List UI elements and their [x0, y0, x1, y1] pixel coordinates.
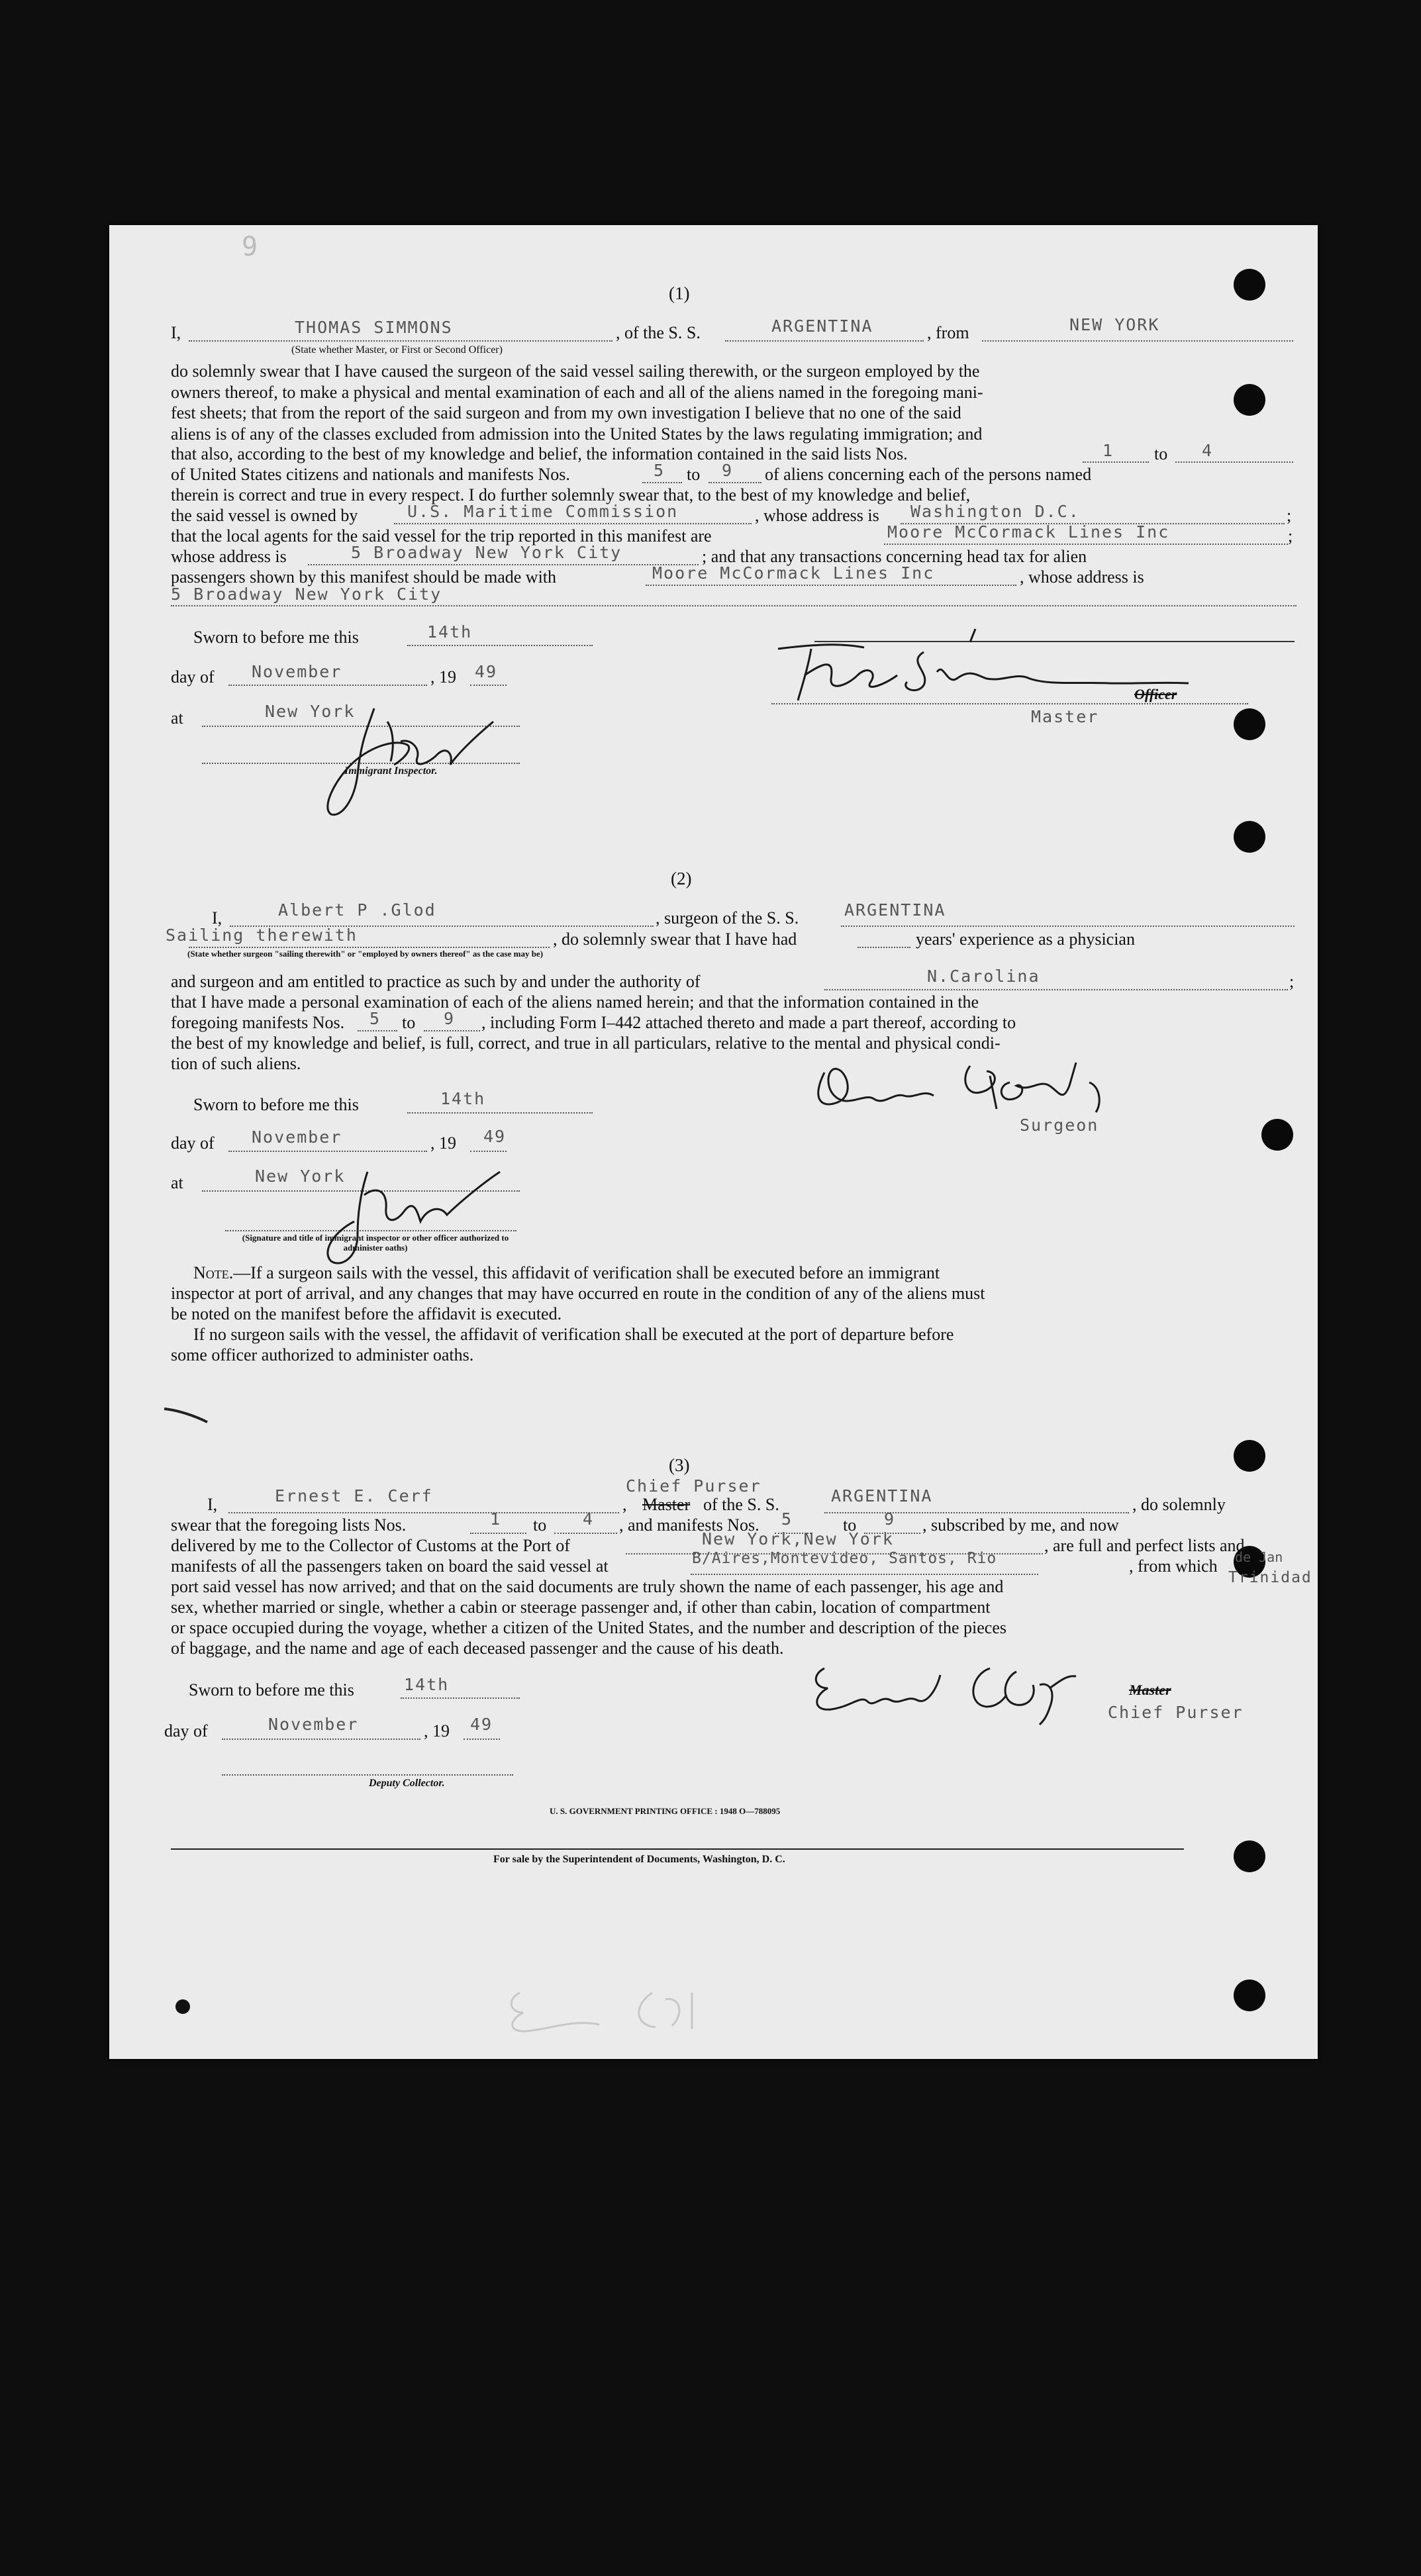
port: New York,New York [702, 1529, 894, 1549]
headtax-line [646, 585, 1016, 586]
punch-hole [1234, 269, 1265, 301]
title-typed: Chief Purser [626, 1476, 761, 1496]
punch-hole [1234, 1980, 1265, 2011]
manifest-to: 9 [884, 1509, 896, 1529]
section-3-number: (3) [669, 1455, 690, 1475]
sailing-line [189, 947, 550, 948]
list-to-line [554, 1533, 617, 1534]
ink-dot [175, 1999, 190, 2014]
vessel-name: ARGENTINA [771, 316, 873, 336]
body-line: the said vessel is owned by [171, 506, 358, 525]
year-prefix: , 19 [430, 1133, 456, 1153]
document-sheet [109, 225, 1318, 2059]
years-line [858, 947, 910, 948]
corner-mark: 9 [242, 232, 258, 262]
body-line: of baggage, and the name and age of each deceased passenger and the cause of his death. [171, 1639, 784, 1658]
surgeon-title: Surgeon [1020, 1116, 1099, 1135]
headtax-addr: 5 Broadway New York City [171, 585, 442, 604]
sale-notice: For sale by the Superintendent of Documents, Washington, D. C. [493, 1854, 785, 1865]
purser-name: Ernest E. Cerf [275, 1486, 433, 1505]
semicolon: ; [1287, 506, 1292, 525]
officer-line [189, 340, 612, 342]
body-line: passengers shown by this manifest should be made with [171, 567, 557, 587]
comma: , [622, 1495, 627, 1514]
officer-hint: (State whether Master, or First or Second Officer) [291, 344, 503, 356]
place: New York [265, 702, 356, 721]
note-label: Note. [193, 1263, 234, 1282]
month-line [228, 685, 427, 686]
section-1-body [171, 361, 1297, 444]
owner-addr: Washington D.C. [910, 502, 1080, 521]
headtax-addr-label: , whose address is [1020, 567, 1144, 587]
body-line: , including Form I–442 attached thereto and made a part thereof, according to [481, 1013, 1016, 1032]
vessel-name: ARGENTINA [831, 1486, 933, 1505]
to-label: to [1154, 444, 1168, 463]
officer-name: THOMAS SIMMONS [295, 318, 453, 337]
collector-label: Deputy Collector. [369, 1778, 445, 1789]
agents-line [884, 544, 1288, 545]
do-solemnly: , do solemnly [1132, 1495, 1226, 1514]
agents-tail: ; and that any transactions concerning head tax for alien [702, 547, 1087, 566]
vessel-name: ARGENTINA [844, 900, 946, 920]
note-text: —If a surgeon sails with the vessel, this affidavit of verification shall be executed before an immigrant [233, 1263, 940, 1282]
punch-hole [1261, 1119, 1293, 1151]
month: November [252, 1127, 342, 1147]
master-label: Master [642, 1495, 691, 1514]
list-from-line [470, 1533, 526, 1534]
day-of-label: day of [171, 667, 215, 687]
body-line: that the local agents for the said vessel for the trip reported in this manifest are [171, 526, 712, 546]
subscribed: , subscribed by me, and now [922, 1515, 1119, 1535]
officer-title-typed: Master [1031, 707, 1099, 726]
body-line: , are full and perfect lists and [1044, 1536, 1245, 1555]
manifest-from: 5 [781, 1509, 793, 1529]
manifest-to-line [709, 482, 761, 483]
year-line [464, 1739, 500, 1740]
body-line: swear that the foregoing lists Nos. [171, 1515, 407, 1535]
punch-hole [1234, 821, 1265, 853]
list-to-line [1175, 461, 1293, 463]
i-label: I, [212, 908, 222, 928]
master-sig-label: Master [1129, 1682, 1171, 1698]
inspector-signature-2 [295, 1159, 520, 1274]
note-line: be noted on the manifest before the affidavit is executed. [171, 1304, 562, 1323]
body-line: owners thereof, to make a physical and mental examination of each and all of the aliens named in the foregoing mani- [171, 382, 983, 402]
to-label: to [843, 1515, 857, 1535]
authority: N.Carolina [927, 967, 1040, 986]
body-line: whose address is [171, 547, 287, 566]
month: November [268, 1715, 359, 1734]
faded-stamp [573, 844, 581, 861]
note-line: some officer authorized to administer oaths. [171, 1345, 474, 1364]
surgeon-of-label: , surgeon of the S. S. [656, 908, 799, 928]
manifest-from: 5 [369, 1009, 381, 1028]
year-line [470, 1151, 507, 1152]
note-line: If no surgeon sails with the vessel, the affidavit of verification shall be executed at the port of departure before [193, 1325, 954, 1344]
to-label: to [402, 1013, 416, 1032]
body-line: or space occupied during the voyage, whether a citizen of the United States, and the number and description of the pieces [171, 1618, 1007, 1637]
stray-mark [161, 1404, 220, 1433]
body-line: , and manifests Nos. [619, 1515, 760, 1535]
section-1-number: (1) [669, 283, 690, 303]
note-line: inspector at port of arrival, and any changes that may have occurred en route in the condition of any of the aliens must [171, 1284, 985, 1303]
list-from: 1 [1102, 441, 1114, 460]
aliens-tail: of aliens concerning each of the persons named [765, 465, 1092, 484]
body-line: foregoing manifests Nos. [171, 1013, 345, 1032]
body-line: aliens is of any of the classes excluded from admission into the United States by the laws regulating immigration; and [171, 424, 983, 444]
year: 49 [470, 1715, 493, 1734]
bleed-through-signature [493, 1973, 771, 2042]
years-text: years' experience as a physician [916, 930, 1135, 949]
body-line: do solemnly swear that I have caused the surgeon of the said vessel sailing therewith, or the surgeon employed by the [171, 361, 980, 381]
punch-hole [1234, 1440, 1265, 1472]
sailing-hint: (State whether surgeon "sailing therewith" or "employed by owners thereof" as the case may be) [187, 949, 544, 959]
sig-hint: (Signature and title of immigrant inspector or other officer authorized to administer oaths) [242, 1233, 509, 1253]
body-line: and surgeon and am entitled to practice as such by and under the authority of [171, 972, 701, 991]
list-from-line [1083, 461, 1149, 463]
month: November [252, 662, 342, 681]
purser-signature [798, 1648, 1142, 1731]
month-line [222, 1739, 420, 1740]
purser-title: Chief Purser [1108, 1703, 1244, 1722]
manifest-to: 9 [444, 1009, 456, 1028]
from-line [982, 340, 1293, 342]
to-label: to [533, 1515, 547, 1535]
body-line: the best of my knowledge and belief, is full, correct, and true in all particulars, relative to the mental and physical condi- [171, 1033, 1001, 1053]
day-of-label: day of [164, 1721, 208, 1741]
body-line: fest sheets; that from the report of the said surgeon and from my own investigation I believe that no one of the said [171, 403, 961, 422]
vessel-line [824, 1512, 1129, 1513]
sworn-day: 14th [404, 1675, 450, 1694]
printing-office: U. S. GOVERNMENT PRINTING OFFICE : 1948 O—788095 [550, 1806, 781, 1816]
sworn-day-line [407, 645, 593, 646]
year-prefix: , 19 [430, 667, 456, 687]
body-line: manifests of all the passengers taken on board the said vessel at [171, 1556, 609, 1576]
manifest-from-line [358, 1030, 397, 1031]
section-2-number: (2) [671, 869, 692, 888]
agents-addr: 5 Broadway New York City [351, 543, 622, 562]
purser-name-line [228, 1512, 619, 1513]
authority-line [824, 989, 1288, 990]
swear-text: , do solemnly swear that I have had [553, 930, 797, 949]
from-label: , from [927, 323, 969, 342]
inspector-label: Immigrant Inspector. [344, 765, 438, 777]
sworn-day-line [407, 1112, 593, 1114]
semicolon: ; [1289, 972, 1295, 991]
officer-title-printed: Officer [1134, 686, 1177, 702]
port-extra: Trinidad [1228, 1569, 1312, 1586]
body-line: port said vessel has now arrived; and that on the said documents are truly shown the name of each passenger, his age and [171, 1577, 1004, 1596]
owner-addr-label: , whose address is [755, 506, 879, 525]
place: New York [255, 1167, 346, 1186]
note-line [193, 1263, 940, 1283]
body-line: of United States citizens and nationals and manifests Nos. [171, 465, 570, 484]
of-ss-label: , of the S. S. [616, 323, 701, 342]
manifest-to: 9 [722, 461, 734, 480]
ports-taken: B/Aires,Montevideo, Santos, Rio [692, 1550, 997, 1567]
ports-taken-line [691, 1574, 1038, 1575]
at-label: at [171, 1173, 183, 1192]
body-line: that I have made a personal examination of each of the aliens named herein; and that the information contained in the [171, 992, 979, 1012]
sworn-day: 14th [440, 1089, 486, 1108]
list-from: 1 [490, 1509, 502, 1529]
year-line [470, 685, 507, 686]
from-port: NEW YORK [1069, 315, 1160, 334]
body-line: sex, whether married or single, whether a cabin or steerage passenger and, if other than cabin, location of compartment [171, 1598, 991, 1617]
sworn-label: Sworn to before me this [189, 1680, 354, 1699]
day-of-label: day of [171, 1133, 215, 1153]
month-line [228, 1151, 427, 1152]
headtax-addr-line [171, 605, 1297, 606]
i-label: I, [171, 323, 181, 342]
body-line: tion of such aliens. [171, 1054, 301, 1073]
sworn-label: Sworn to before me this [193, 628, 359, 647]
footer-rule [171, 1848, 1184, 1850]
owner-line [394, 523, 752, 524]
owner: U.S. Maritime Commission [407, 502, 679, 521]
manifest-from: 5 [654, 461, 665, 480]
body-line: , from which [1129, 1556, 1218, 1576]
vessel-line [841, 926, 1295, 927]
of-ss-label: of the S. S. [703, 1495, 779, 1514]
collector-sig-line [222, 1774, 513, 1776]
list-to: 4 [583, 1509, 595, 1529]
sworn-day-line [401, 1697, 520, 1699]
list-to: 4 [1202, 441, 1214, 460]
body-line: that also, according to the best of my knowledge and belief, the information contained in the said lists Nos. [171, 444, 908, 463]
agents: Moore McCormack Lines Inc [887, 522, 1170, 542]
i-label: I, [207, 1495, 218, 1514]
headtax-with: Moore McCormack Lines Inc [652, 563, 935, 583]
to-label: to [687, 465, 701, 484]
body-line: therein is correct and true in every respect. I do further solemnly swear that, to the best of my knowledge and belief, [171, 485, 971, 504]
port-extra2: de Jan [1235, 1549, 1283, 1565]
surgeon-name: Albert P .Glod [278, 900, 436, 920]
vessel-line [725, 340, 924, 342]
body-line: delivered by me to the Collector of Customs at the Port of [171, 1536, 570, 1555]
year: 49 [475, 662, 498, 681]
agents-addr-line [308, 564, 699, 565]
sailing: Sailing therewith [166, 926, 358, 945]
punch-hole [1234, 1840, 1265, 1872]
sworn-day: 14th [427, 622, 473, 642]
at-label: at [171, 708, 183, 728]
manifest-from-line [642, 482, 682, 483]
punch-hole [1234, 708, 1265, 740]
year: 49 [483, 1127, 507, 1146]
semicolon: ; [1288, 526, 1293, 546]
inspector-signature-1 [295, 702, 520, 831]
manifest-to-line [424, 1030, 480, 1031]
year-prefix: , 19 [424, 1721, 450, 1741]
sworn-label: Sworn to before me this [193, 1095, 359, 1114]
